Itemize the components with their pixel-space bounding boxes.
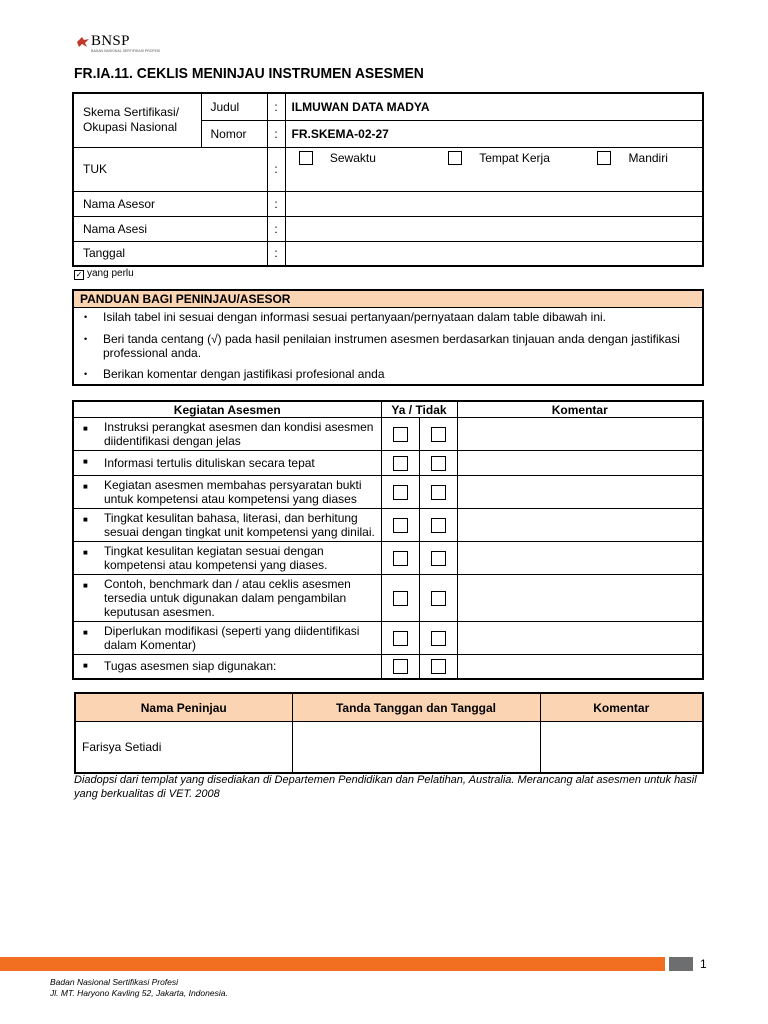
comment-cell[interactable] <box>457 418 703 451</box>
comment-cell[interactable] <box>457 476 703 509</box>
guidance-header: PANDUAN BAGI PENINJAU/ASESOR <box>74 291 702 308</box>
yes-cell <box>381 451 419 476</box>
comment-cell[interactable] <box>457 575 703 622</box>
no-checkbox[interactable] <box>431 591 446 606</box>
square-bullet-icon: ■ <box>83 628 88 637</box>
comment-cell[interactable] <box>457 509 703 542</box>
no-cell <box>419 476 457 509</box>
yes-cell <box>381 542 419 575</box>
footer-line-1: Badan Nasional Sertifikasi Profesi <box>50 977 179 987</box>
footer-address <box>50 977 228 999</box>
table-row <box>73 509 703 542</box>
no-checkbox[interactable] <box>431 456 446 471</box>
reviewer-name[interactable]: Farisya Setiadi <box>75 722 292 774</box>
logo-tagline: BADAN NASIONAL SERTIFIKASI PROFESI <box>91 49 161 53</box>
judul-value[interactable]: ILMUWAN DATA MADYA <box>285 93 703 120</box>
option-label: Tempat Kerja <box>479 150 550 165</box>
no-checkbox[interactable] <box>431 485 446 500</box>
comment-header: Komentar <box>457 401 703 418</box>
activity-text: Contoh, benchmark dan / atau ceklis asesmen tersedia untuk digunakan dalam pengambilan keputusan asesmen. <box>104 577 351 619</box>
no-checkbox[interactable] <box>431 427 446 442</box>
judul-label: Judul <box>201 93 267 120</box>
bnsp-logo <box>76 33 161 55</box>
footer-line-2: Jl. MT. Haryono Kavling 52, Jakarta, Indonesia. <box>50 988 228 998</box>
bnsp-logo-icon <box>76 35 90 49</box>
checkmark-box-icon: ✓ <box>75 270 83 279</box>
document-title: FR.IA.11. CEKLIS MENINJAU INSTRUMEN ASESMEN <box>74 65 424 82</box>
asesi-field[interactable] <box>285 216 703 241</box>
no-cell <box>419 451 457 476</box>
activity-cell <box>73 542 381 575</box>
activity-text: Informasi tertulis dituliskan secara tepat <box>104 456 315 470</box>
activity-cell <box>73 451 381 476</box>
table-row <box>73 418 703 451</box>
asesor-label: Nama Asesor <box>73 191 267 216</box>
guidance-item: • Berikan komentar dengan jastifikasi profesional anda <box>74 367 702 381</box>
table-row <box>73 655 703 679</box>
no-checkbox[interactable] <box>431 518 446 533</box>
footer-bar <box>0 957 665 971</box>
yes-cell <box>381 622 419 655</box>
comment-cell[interactable] <box>457 542 703 575</box>
activity-text: Instruksi perangkat asesmen dan kondisi asesmen diidentifikasi dengan jelas <box>104 420 374 448</box>
activity-text: Diperlukan modifikasi (seperti yang diidentifikasi dalam Komentar) <box>104 624 360 652</box>
no-cell <box>419 655 457 679</box>
source-caption: Diadopsi dari templat yang disediakan di Departemen Pendidikan dan Pelatihan, Australia. Merancang alat asesmen untuk hasil yang berkualitas di VET. 2008 <box>74 774 697 800</box>
no-checkbox[interactable] <box>431 659 446 674</box>
tanggal-label: Tanggal <box>73 241 267 266</box>
yes-checkbox[interactable] <box>393 551 408 566</box>
square-bullet-icon: ■ <box>83 581 88 590</box>
table-row <box>73 575 703 622</box>
comment-cell[interactable] <box>457 655 703 679</box>
tuk-options <box>285 147 703 191</box>
no-cell <box>419 575 457 622</box>
no-checkbox[interactable] <box>431 551 446 566</box>
comment-cell[interactable] <box>457 622 703 655</box>
activity-text: Tingkat kesulitan bahasa, literasi, dan berhitung sesuai dengan tingkat unit kompetensi yang dinilai. <box>104 511 375 539</box>
activity-text: Tugas asesmen siap digunakan: <box>104 659 277 674</box>
square-bullet-icon: ■ <box>83 661 88 670</box>
checkbox[interactable] <box>597 151 611 165</box>
table-row <box>73 622 703 655</box>
yes-checkbox[interactable] <box>393 456 408 471</box>
yes-checkbox[interactable] <box>393 427 408 442</box>
reviewer-table <box>74 692 704 774</box>
note <box>74 268 134 280</box>
asesor-field[interactable] <box>285 191 703 216</box>
yes-cell <box>381 418 419 451</box>
activity-text: Kegiatan asesmen membahas persyaratan bukti untuk kompetensi atau kompetensi yang diases <box>104 478 362 506</box>
tuk-option-tempat-kerja[interactable] <box>448 151 594 166</box>
checkbox[interactable] <box>299 151 313 165</box>
no-cell <box>419 509 457 542</box>
guidance-item: • Beri tanda centang (√) pada hasil penilaian instrumen asesmen berdasarkan tinjauan anda dengan jastifikasi professional anda. <box>74 332 702 360</box>
checklist-table <box>72 400 704 680</box>
activity-cell <box>73 476 381 509</box>
reviewer-name-header: Nama Peninjau <box>75 693 292 722</box>
nomor-label: Nomor <box>201 120 267 147</box>
reviewer-comment-cell[interactable] <box>540 722 703 774</box>
activity-text: Tingkat kesulitan kegiatan sesuai dengan kompetensi atau kompetensi yang diases. <box>104 544 328 572</box>
footer-page-box <box>669 957 693 971</box>
activity-cell <box>73 575 381 622</box>
info-table <box>72 92 704 267</box>
skema-label: Skema Sertifikasi/ Okupasi Nasional <box>73 93 201 147</box>
signature-date-cell[interactable] <box>292 722 540 774</box>
asesi-label: Nama Asesi <box>73 216 267 241</box>
yes-checkbox[interactable] <box>393 485 408 500</box>
reviewer-comment-header: Komentar <box>540 693 703 722</box>
yes-checkbox[interactable] <box>393 659 408 674</box>
square-bullet-icon: ■ <box>83 548 88 557</box>
note-text: yang perlu <box>87 268 134 279</box>
yes-cell <box>381 655 419 679</box>
no-cell <box>419 622 457 655</box>
activity-cell <box>73 509 381 542</box>
square-bullet-icon: ■ <box>83 457 88 466</box>
option-label: Mandiri <box>628 150 668 165</box>
checkbox[interactable] <box>448 151 462 165</box>
colon: : <box>267 120 285 147</box>
yes-checkbox[interactable] <box>393 518 408 533</box>
guidance-box <box>72 289 704 386</box>
square-bullet-icon: ■ <box>83 424 88 433</box>
yes-checkbox[interactable] <box>393 591 408 606</box>
table-row <box>73 542 703 575</box>
no-cell <box>419 418 457 451</box>
activity-cell <box>73 622 381 655</box>
colon: : <box>267 147 285 191</box>
yes-cell <box>381 509 419 542</box>
colon: : <box>267 216 285 241</box>
tuk-option-sewaktu[interactable] <box>299 151 445 166</box>
comment-cell[interactable] <box>457 451 703 476</box>
table-row <box>73 476 703 509</box>
tanggal-field[interactable] <box>285 241 703 266</box>
no-checkbox[interactable] <box>431 631 446 646</box>
square-bullet-icon: ■ <box>83 515 88 524</box>
guidance-item: • Isilah tabel ini sesuai dengan informasi sesuai pertanyaan/pernyataan dalam table dibawah ini. <box>74 310 702 324</box>
activity-cell <box>73 418 381 451</box>
yes-cell <box>381 575 419 622</box>
colon: : <box>267 93 285 120</box>
colon: : <box>267 241 285 266</box>
square-bullet-icon: ■ <box>83 482 88 491</box>
tuk-option-mandiri[interactable] <box>597 151 668 166</box>
nomor-value[interactable]: FR.SKEMA-02-27 <box>285 120 703 147</box>
colon: : <box>267 191 285 216</box>
yes-cell <box>381 476 419 509</box>
table-row <box>73 451 703 476</box>
tuk-label: TUK <box>73 147 267 191</box>
yes-no-header: Ya / Tidak <box>381 401 457 418</box>
logo-name: BNSP <box>91 33 130 49</box>
yes-checkbox[interactable] <box>393 631 408 646</box>
activity-header: Kegiatan Asesmen <box>73 401 381 418</box>
guidance-list <box>74 310 702 381</box>
option-label: Sewaktu <box>329 150 376 165</box>
page-number: 1 <box>700 957 707 971</box>
activity-cell <box>73 655 381 679</box>
no-cell <box>419 542 457 575</box>
signature-date-header: Tanda Tanggan dan Tanggal <box>292 693 540 722</box>
